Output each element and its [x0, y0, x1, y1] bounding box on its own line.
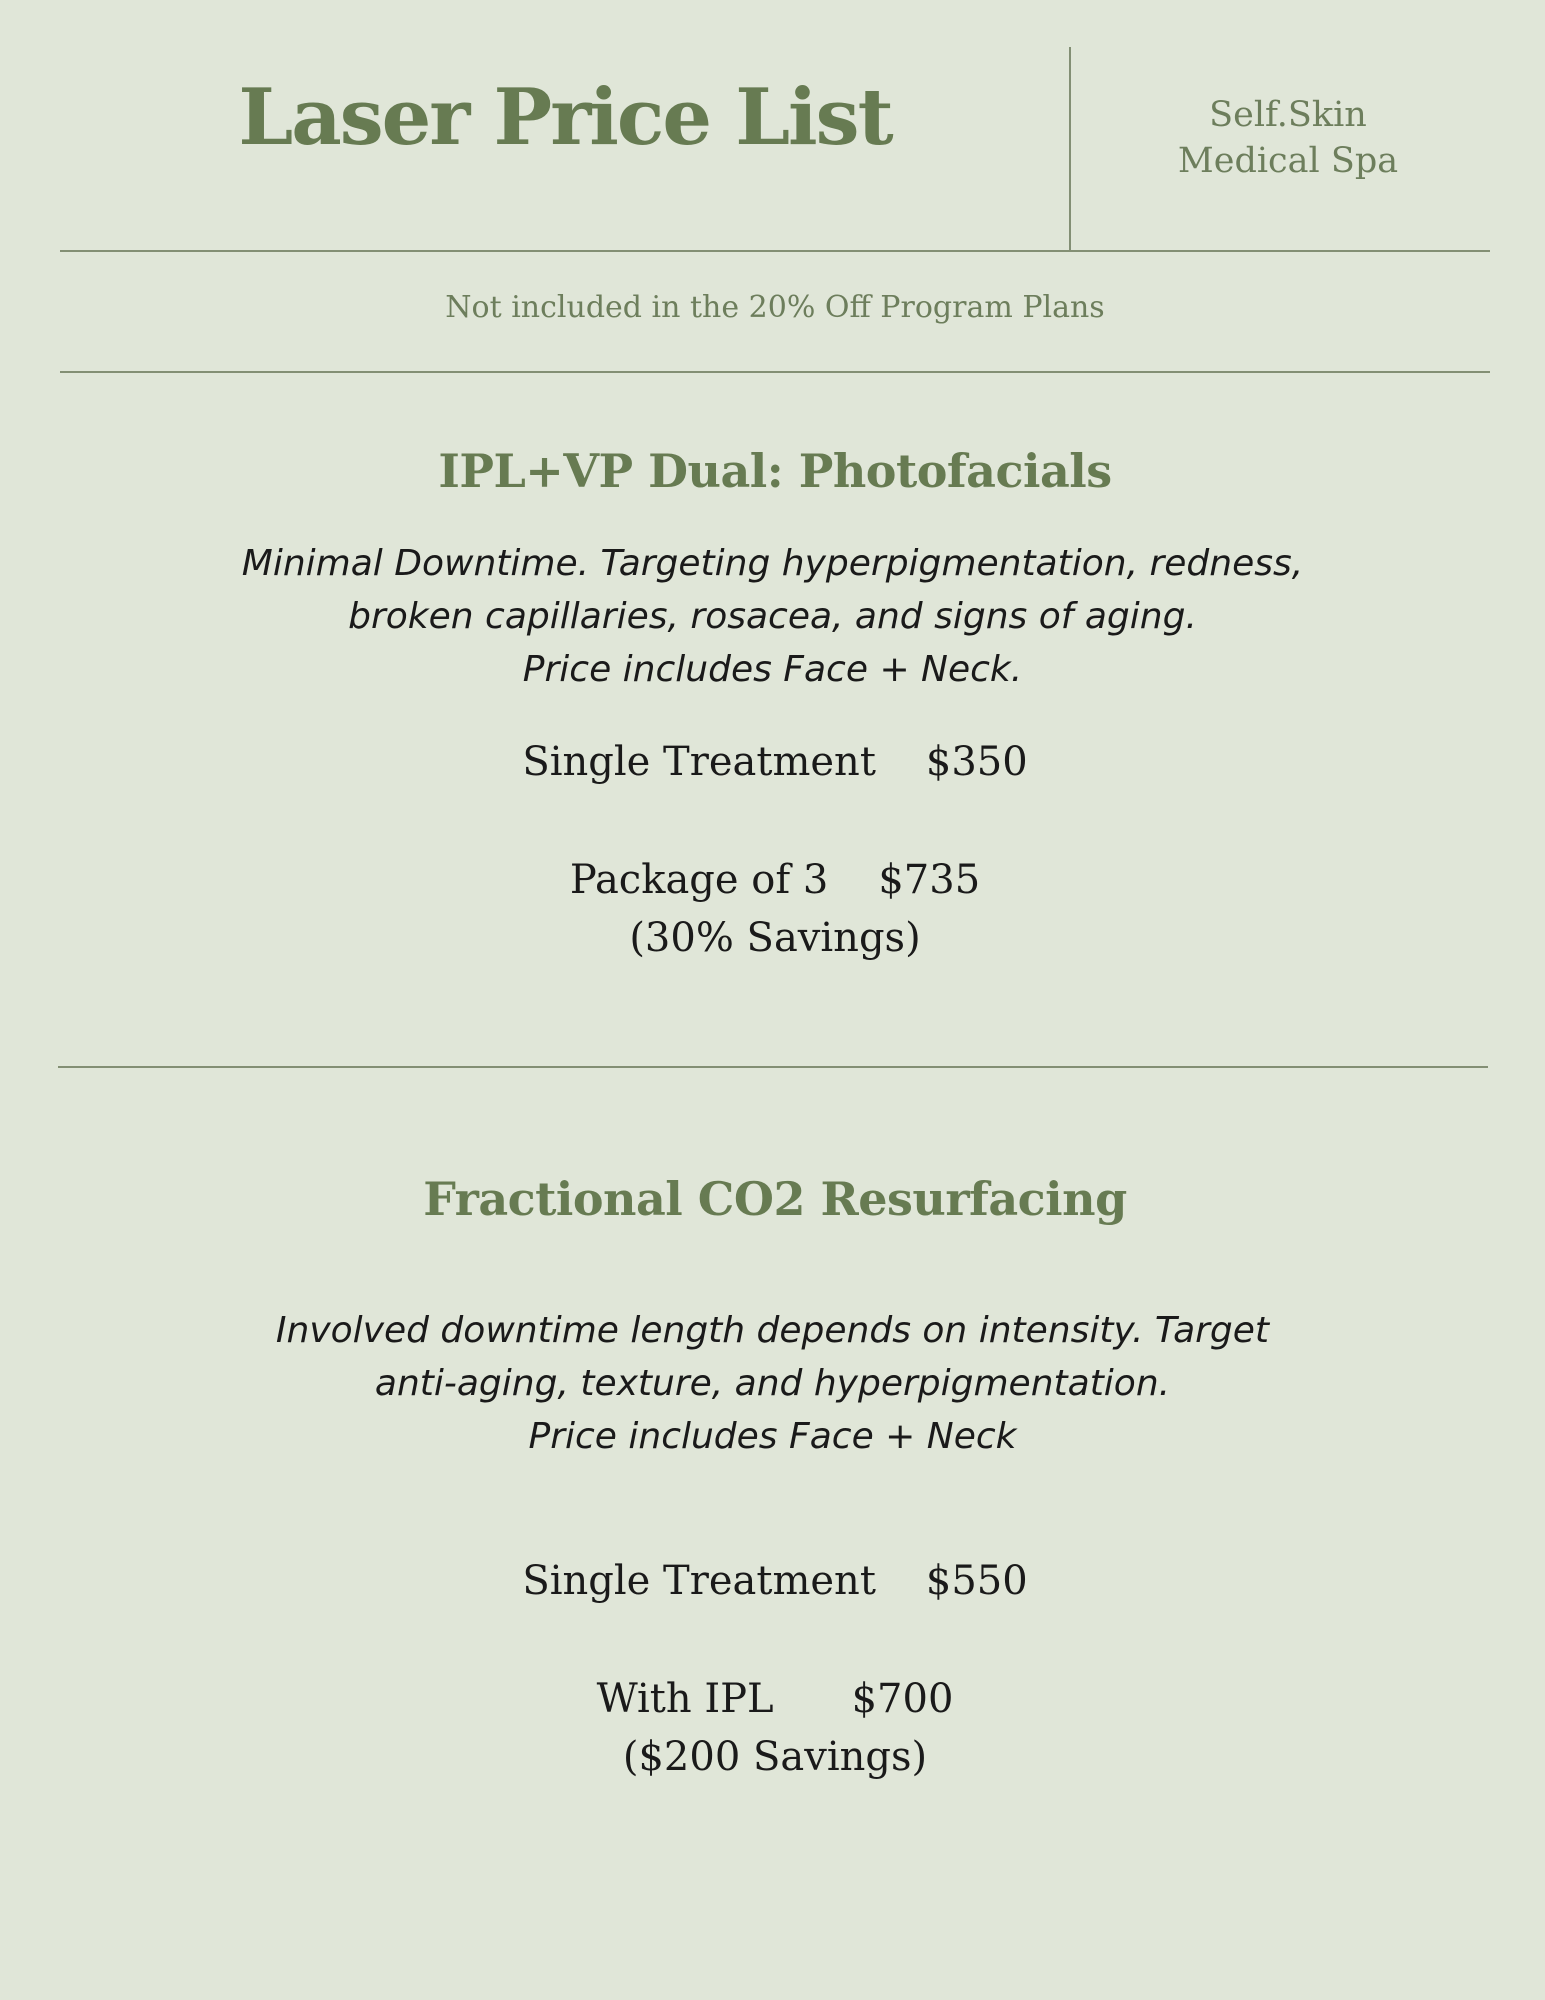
price-value: $700: [851, 1676, 954, 1722]
section-title-co2-resurfacing: Fractional CO2 Resurfacing: [423, 1172, 1127, 1226]
price-value: $735: [878, 857, 981, 903]
description-line: broken capillaries, rosacea, and signs of aging.: [348, 596, 1197, 637]
description-line: Involved downtime length depends on intensity. Target: [275, 1310, 1270, 1351]
price-row-with-ipl: [60, 1670, 1490, 1728]
price-value: $350: [925, 739, 1028, 785]
brand-line-2: Medical Spa: [1177, 141, 1399, 181]
savings-note: (30% Savings): [629, 915, 921, 961]
section-title-photofacials: IPL+VP Dual: Photofacials: [438, 444, 1112, 498]
price-label: Single Treatment: [522, 739, 876, 785]
notice-divider: [60, 371, 1490, 373]
price-label: With IPL: [596, 1676, 774, 1722]
section-description-photofacials: [160, 537, 1385, 696]
price-label: Package of 3: [569, 857, 829, 903]
price-row-package: [60, 851, 1490, 909]
header-divider: [60, 250, 1490, 252]
price-row-single-treatment: [60, 1552, 1490, 1610]
section-description-co2-resurfacing: [160, 1304, 1385, 1463]
description-line: Minimal Downtime. Targeting hyperpigmentation, redness,: [241, 543, 1304, 584]
program-notice: Not included in the 20% Off Program Plans: [445, 290, 1105, 325]
savings-note: ($200 Savings): [622, 1734, 928, 1780]
page-title: Laser Price List: [238, 72, 892, 163]
price-value: $550: [925, 1558, 1028, 1604]
price-label: Single Treatment: [522, 1558, 876, 1604]
description-line: anti-aging, texture, and hyperpigmentation.: [374, 1363, 1171, 1404]
price-row-single-treatment: [60, 733, 1490, 791]
description-line: Price includes Face + Neck.: [522, 649, 1023, 690]
brand-line-1: Self.Skin: [1209, 95, 1367, 135]
description-line: Price includes Face + Neck: [528, 1416, 1017, 1457]
section-divider: [58, 1066, 1488, 1068]
brand-name: [1070, 92, 1506, 184]
